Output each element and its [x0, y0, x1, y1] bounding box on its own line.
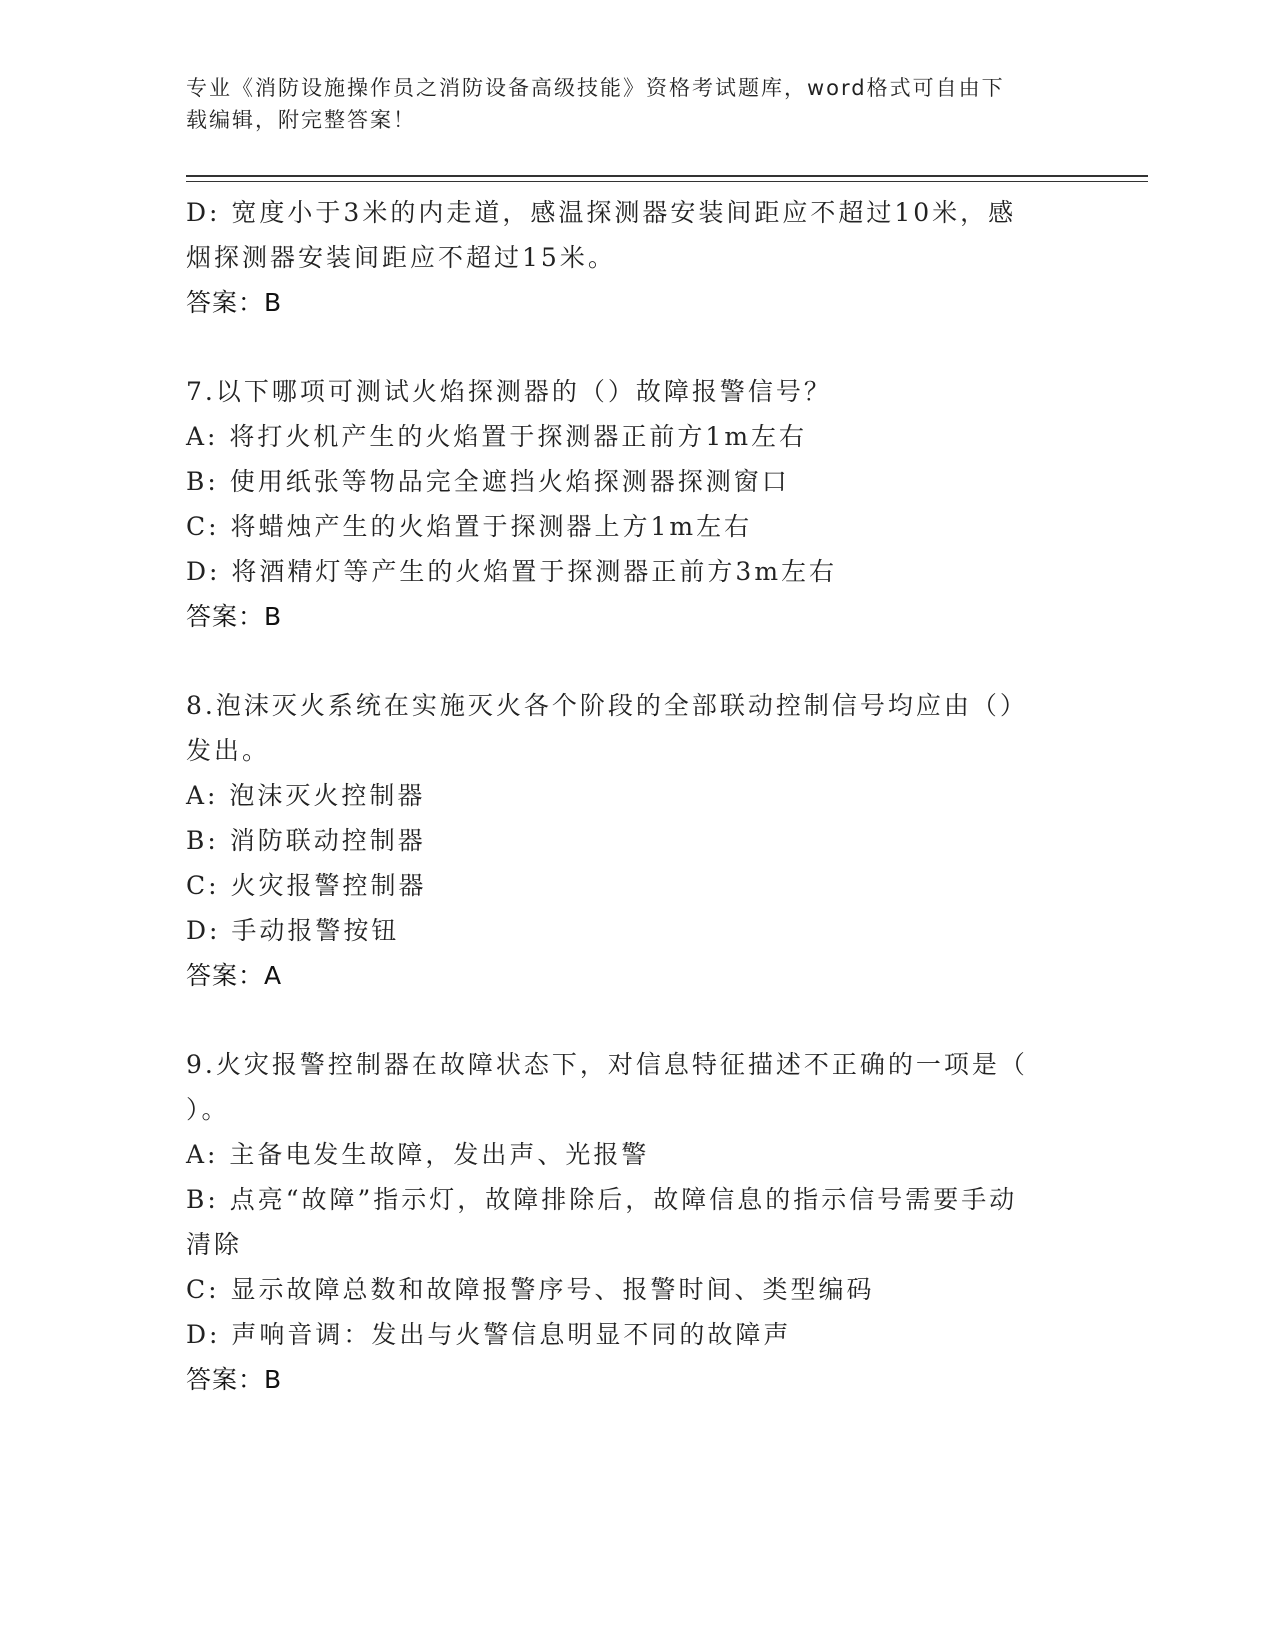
header-divider-thin — [186, 181, 1148, 182]
option-b-continued: 清除 — [186, 1230, 243, 1259]
option-c: C: 显示故障总数和故障报警序号、报警时间、类型编码 — [186, 1275, 875, 1304]
question-6-tail — [186, 190, 1076, 325]
option-d-line: 烟探测器安装间距应不超过15米。 — [186, 243, 616, 272]
header-line-1: 专业《消防设施操作员之消防设备高级技能》资格考试题库，word格式可自由下 — [186, 76, 1005, 100]
spacer — [186, 639, 1076, 683]
spacer — [186, 325, 1076, 369]
page-header — [186, 72, 1066, 136]
question-stem: 8.泡沫灭火系统在实施灭火各个阶段的全部联动控制信号均应由（） — [186, 691, 1028, 720]
option-a: A: 将打火机产生的火焰置于探测器正前方1m左右 — [186, 422, 808, 451]
option-d: D: 手动报警按钮 — [186, 916, 400, 945]
question-stem: 7.以下哪项可测试火焰探测器的（）故障报警信号？ — [186, 377, 832, 406]
question-stem: 9.火灾报警控制器在故障状态下，对信息特征描述不正确的一项是（ — [186, 1050, 1028, 1079]
answer-line: 答案：A — [186, 961, 283, 990]
option-c: C: 火灾报警控制器 — [186, 871, 427, 900]
option-d-line: D: 宽度小于3米的内走道，感温探测器安装间距应不超过10米，感 — [186, 198, 1017, 227]
option-b: B: 使用纸张等物品完全遮挡火焰探测器探测窗口 — [186, 467, 790, 496]
answer-line: 答案：B — [186, 602, 283, 631]
question-content — [186, 190, 1076, 1402]
option-c: C: 将蜡烛产生的火焰置于探测器上方1m左右 — [186, 512, 753, 541]
question-7 — [186, 369, 1076, 639]
option-b: B: 点亮“故障”指示灯，故障排除后，故障信息的指示信号需要手动 — [186, 1185, 1018, 1214]
header-line-2: 载编辑，附完整答案！ — [186, 108, 416, 132]
answer-line: 答案：B — [186, 1365, 283, 1394]
question-8 — [186, 683, 1076, 998]
header-divider-thick — [186, 175, 1148, 177]
spacer — [186, 998, 1076, 1042]
question-9 — [186, 1042, 1076, 1402]
question-stem-continued: 发出。 — [186, 736, 271, 765]
option-d: D: 将酒精灯等产生的火焰置于探测器正前方3m左右 — [186, 557, 838, 586]
option-d: D: 声响音调：发出与火警信息明显不同的故障声 — [186, 1320, 792, 1349]
option-a: A: 泡沫灭火控制器 — [186, 781, 426, 810]
question-stem-continued: ）。 — [186, 1095, 230, 1124]
answer-line: 答案：B — [186, 288, 283, 317]
option-b: B: 消防联动控制器 — [186, 826, 426, 855]
option-a: A: 主备电发生故障，发出声、光报警 — [186, 1140, 650, 1169]
